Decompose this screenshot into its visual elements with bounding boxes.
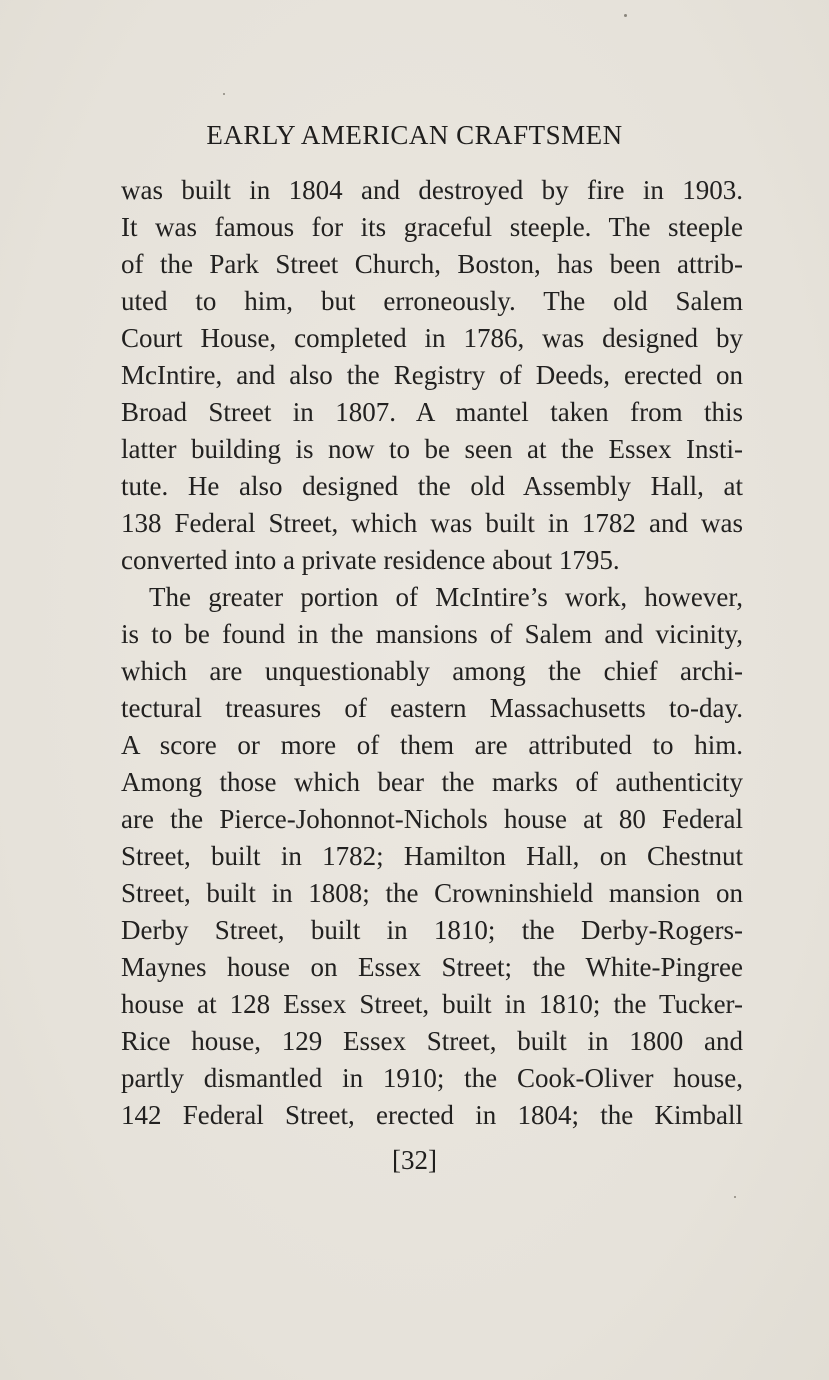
text-line: uted to him, but erroneously. The old Salem (121, 286, 743, 316)
text-line: is to be found in the mansions of Salem and vicinity, (121, 619, 743, 649)
text-line: was built in 1804 and destroyed by fire in 1903. (121, 175, 743, 205)
page-number: [32] (392, 1145, 437, 1175)
text-line: Derby Street, built in 1810; the Derby-Rogers- (121, 915, 743, 945)
text-line: Street, built in 1808; the Crowninshield mansion on (121, 878, 743, 908)
paper-speck (624, 14, 627, 17)
body-text (121, 172, 743, 1134)
text-line: of the Park Street Church, Boston, has been attrib- (121, 249, 743, 279)
text-line: house at 128 Essex Street, built in 1810; the Tucker- (121, 989, 743, 1019)
text-line: latter building is now to be seen at the Essex Insti- (121, 434, 743, 464)
paragraph-first-line: The greater portion of McIntire’s work, however, (149, 582, 743, 612)
text-line: Broad Street in 1807. A mantel taken from this (121, 397, 743, 427)
text-line: converted into a private residence about 1795. (121, 545, 620, 575)
text-line: which are unquestionably among the chief archi- (121, 656, 743, 686)
text-line: A score or more of them are attributed to him. (121, 730, 743, 760)
text-line: Rice house, 129 Essex Street, built in 1800 and (121, 1026, 743, 1056)
text-line: partly dismantled in 1910; the Cook-Oliver house, (121, 1063, 743, 1093)
text-line: Court House, completed in 1786, was designed by (121, 323, 743, 353)
paper-speck (223, 93, 225, 95)
text-line: Street, built in 1782; Hamilton Hall, on Chestnut (121, 841, 743, 871)
text-line: 142 Federal Street, erected in 1804; the Kimball (121, 1100, 743, 1130)
text-line: tectural treasures of eastern Massachusetts to-day. (121, 693, 743, 723)
paper-speck (734, 1196, 736, 1198)
text-line: 138 Federal Street, which was built in 1782 and was (121, 508, 743, 538)
running-head: EARLY AMERICAN CRAFTSMEN (206, 120, 623, 150)
text-line: Among those which bear the marks of authenticity (121, 767, 743, 797)
text-line: It was famous for its graceful steeple. The steeple (121, 212, 743, 242)
text-line: are the Pierce-Johonnot-Nichols house at 80 Federal (121, 804, 743, 834)
text-line: tute. He also designed the old Assembly Hall, at (121, 471, 743, 501)
text-line: McIntire, and also the Registry of Deeds, erected on (121, 360, 743, 390)
text-line: Maynes house on Essex Street; the White-Pingree (121, 952, 743, 982)
